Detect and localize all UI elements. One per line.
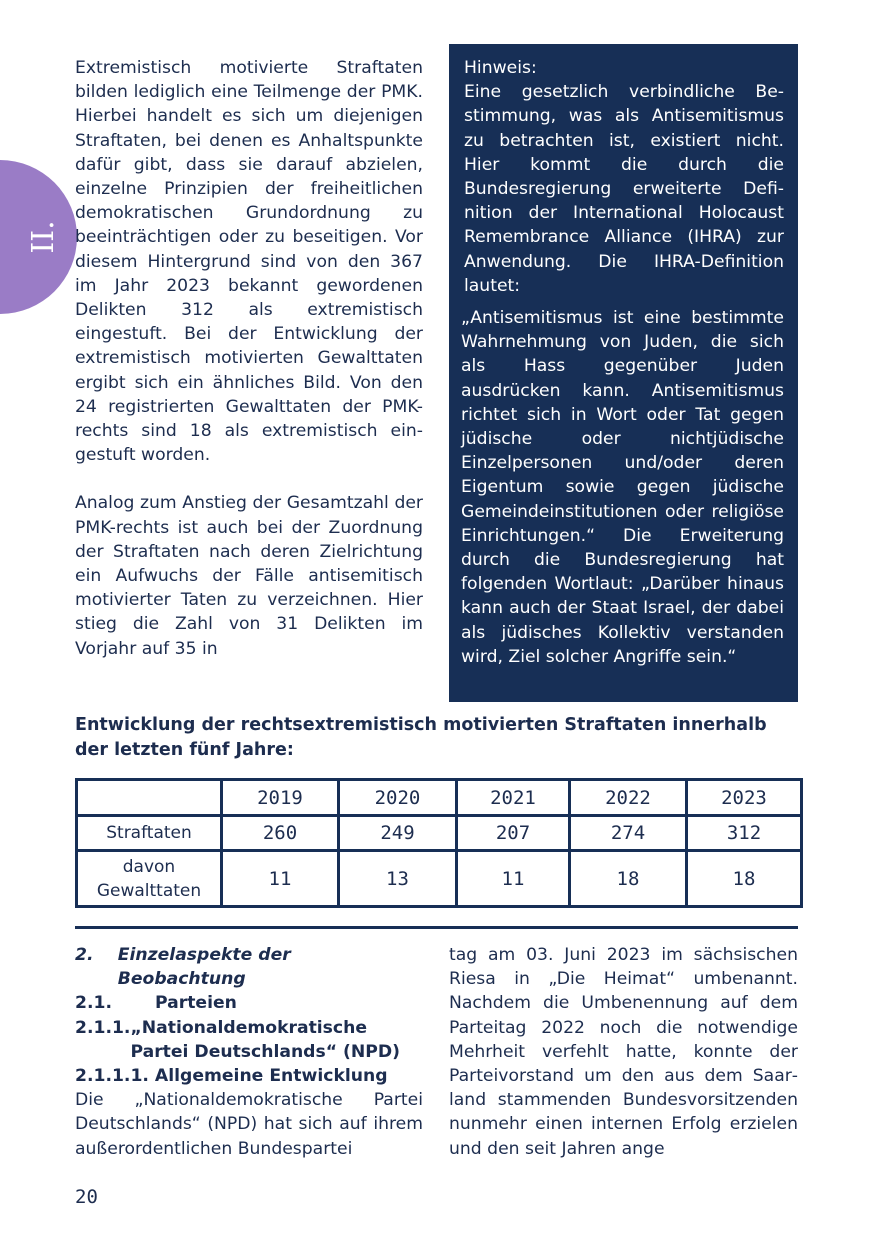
heading-level-4: 2.1.1.1. Allgemeine Entwicklung xyxy=(75,1066,388,1087)
section-divider xyxy=(75,926,798,929)
heading-level-3 xyxy=(75,1016,423,1064)
table-cell: 249 xyxy=(339,816,457,851)
table-header-cell: 2023 xyxy=(687,780,802,816)
body-paragraph-left: Die „Nationaldemokratische Partei Deutschlands“ (NPD) hat sich auf ihrem außerordentlichen Bundespartei xyxy=(75,1090,423,1159)
table-cell: 312 xyxy=(687,816,802,851)
heading-number: 2.1. xyxy=(75,993,112,1014)
chapter-tab-label: II. xyxy=(26,220,61,254)
heading-text: Parteien xyxy=(155,993,237,1014)
table-cell: 18 xyxy=(687,851,802,907)
table-row xyxy=(77,851,802,907)
notice-heading: Hinweis: xyxy=(464,58,537,78)
notice-intro: Eine gesetzlich verbindliche Bestimmung, was als Antisemitismus zu betrachten ist, existiert nicht. Hier kommt die durch die Bundesregierung erweiterte Definition der International Holocaust Remembrance Alliance (IHRA) zur Anwendung. Die IHRA-Definition lautet: xyxy=(464,82,784,296)
table-header-cell: 2019 xyxy=(222,780,339,816)
page-number: 20 xyxy=(75,1186,98,1208)
heading-number: 2.1.1. xyxy=(75,1017,131,1038)
table-cell: 207 xyxy=(457,816,570,851)
left-column xyxy=(75,56,423,661)
left-paragraph-2: Analog zum Anstieg der Gesamtzahl der PMK-rechts ist auch bei der Zuordnung der Straftaten nach deren Zielrichtung ein Aufwuchs der Fälle antisemitisch motivierter Taten zu verzeichnen. Hier stieg die Zahl von 31 Delikten im Vorjahr auf 35 in xyxy=(75,493,423,659)
table-cell: 11 xyxy=(222,851,339,907)
table-cell: 260 xyxy=(222,816,339,851)
statistics-table xyxy=(75,778,803,908)
table-cell: 18 xyxy=(570,851,687,907)
left-paragraph-1: Extremistisch motivierte Straftaten bilden lediglich eine Teilmenge der PMK. Hierbei handelt es sich um diejenigen Straftaten, bei denen es Anhaltspunkte dafür gibt, dass sie darauf abzielen, einzelne Prinzipien der freiheitlichen demokratischen Grundordnung zu beeinträchtigen oder zu beseitigen. Vor diesem Hintergrund sind von den 367 im Jahr 2023 bekannt gewordenen Delikten 312 als extremistisch eingestuft. Bei der Entwicklung der extremistisch motivierten Gewalttaten ergibt sich ein ähnliches Bild. Von den 24 registrierten Gewalttaten der PMK-rechts sind 18 als extremistisch eingestuft worden. xyxy=(75,58,423,466)
table-row-label: davon Gewalttaten xyxy=(77,851,222,907)
table-header-cell: 2020 xyxy=(339,780,457,816)
heading-number: 2. xyxy=(75,945,94,965)
heading-text: Einzelaspekte der Beobachtung xyxy=(117,945,291,990)
table-header-cell xyxy=(77,780,222,816)
section-right-column xyxy=(449,943,798,1161)
notice-box xyxy=(449,44,798,702)
table-row xyxy=(77,816,802,851)
table-header-cell: 2022 xyxy=(570,780,687,816)
section-left-column xyxy=(75,943,423,1161)
table-header-row xyxy=(77,780,802,816)
table-cell: 11 xyxy=(457,851,570,907)
table-header-cell: 2021 xyxy=(457,780,570,816)
table-cell: 274 xyxy=(570,816,687,851)
heading-level-2 xyxy=(75,943,423,991)
body-paragraph-right: tag am 03. Juni 2023 im sächsischen Riesa in „Die Heimat“ umbenannt. Nachdem die Umbenennung auf dem Parteitag 2022 noch die notwendige Mehrheit verfehlt hatte, konnte der Parteivorstand um den aus dem Saarland stammenden Bundesvorsitzenden nunmehr einen internen Erfolg erzielen und den seit Jahren ange xyxy=(449,945,798,1159)
heading-level-3 xyxy=(75,991,423,1015)
heading-text: „Nationaldemokratische Partei Deutschlands“ (NPD) xyxy=(130,1017,400,1062)
notice-quote: „Antisemitismus ist eine bestimmte Wahrnehmung von Juden, die sich als Hass gegenüber Juden ausdrücken kann. Antisemitismus richtet sich in Wort oder Tat gegen jüdische oder nichtjüdische Einzelpersonen und/oder deren Eigentum sowie gegen jüdische Gemeindeinstitutionen oder religiöse Einrichtungen.“ Die Erweiterung durch die Bundesregierung hat folgenden Wortlaut: „Darüber hinaus kann auch der Staat Israel, der dabei als jüdisches Kollektiv verstanden wird, Ziel solcher Angriffe sein.“ xyxy=(461,308,784,667)
table-row-label: Straftaten xyxy=(77,816,222,851)
table-title: Entwicklung der rechtsextremistisch motivierten Straftaten innerhalb der letzten fünf Jahre: xyxy=(75,715,767,760)
table-cell: 13 xyxy=(339,851,457,907)
